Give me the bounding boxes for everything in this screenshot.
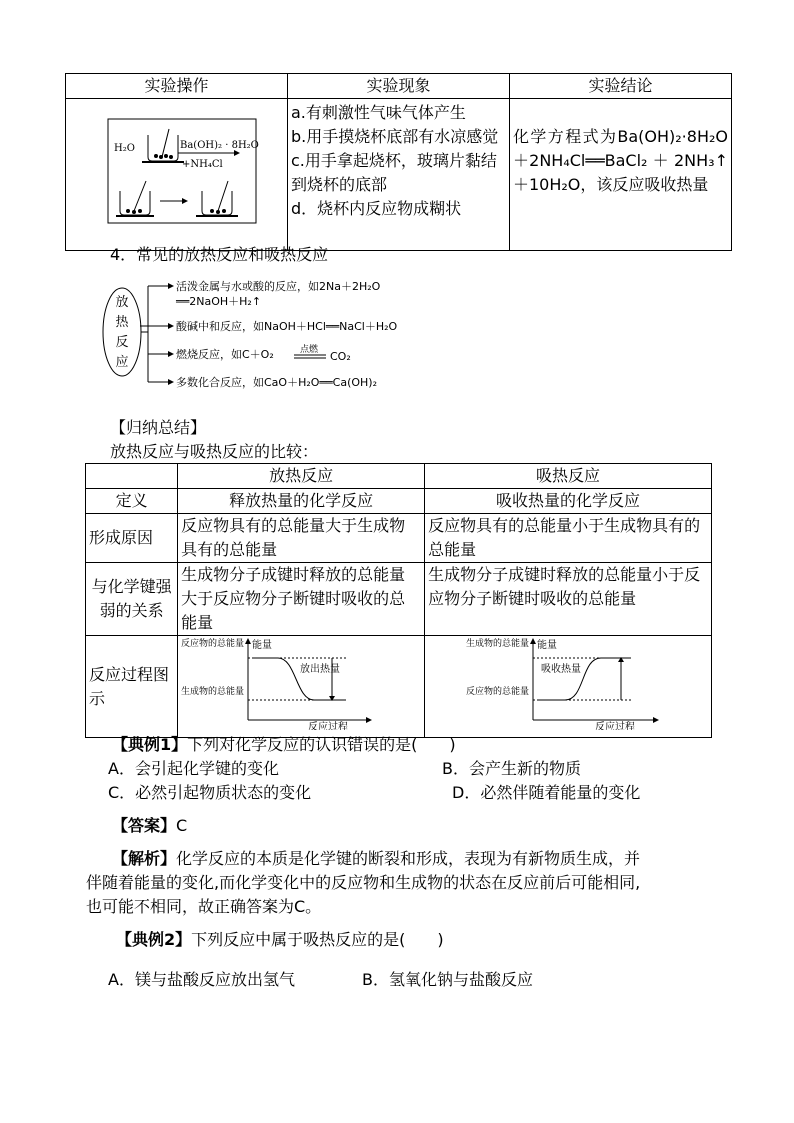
- circle-char-4: 应: [115, 355, 129, 370]
- circle-char-2: 热: [115, 315, 129, 330]
- endo-arrow-label: 吸收热量: [541, 664, 582, 675]
- analysis-tag: 【解析】: [112, 849, 177, 868]
- analysis-text-1: 化学反应的本质是化学键的断裂和形成，表现为有新物质生成，并: [176, 849, 641, 868]
- summary-intro: 放热反应与吸热反应的比较：: [110, 442, 319, 461]
- analysis-line-3: 也可能不相同，故正确答案为C。: [86, 897, 322, 916]
- item-combustion: 燃烧反应，如C＋O₂: [176, 348, 274, 361]
- analysis-line-1: [112, 847, 640, 871]
- exo-arrow-label: 放出热量: [300, 664, 341, 675]
- item-combination: 多数化合反应，如CaO＋H₂O══Ca(OH)₂: [176, 376, 378, 389]
- example2-line: [116, 928, 444, 952]
- example1-line: [112, 733, 456, 757]
- example2-question: 下列反应中属于吸热反应的是( ): [191, 930, 444, 949]
- row-graph-label: 反应过程图示: [86, 636, 178, 738]
- exothermic-energy-graph: [178, 636, 418, 730]
- exo-top-label: 反应物的总能量: [181, 639, 245, 649]
- example1-option-a: A．会引起化学键的变化: [108, 759, 279, 778]
- conclusion-cell: [510, 99, 732, 251]
- comparison-table: [85, 463, 712, 738]
- example1-tag: 【典例1】: [112, 735, 188, 754]
- row-cause-label: 形成原因: [86, 514, 178, 563]
- example1-option-c: C．必然引起物质状态的变化: [108, 783, 312, 802]
- phenomenon-a: a.有刺激性气味气体产生: [291, 103, 466, 122]
- endo-top-label: 生成物的总能量: [466, 639, 530, 649]
- item-combustion-product: CO₂: [330, 350, 351, 363]
- reagent1-label: Ba(OH)₂ · 8H₂O: [180, 140, 259, 151]
- summary-heading: 【归纳总结】: [110, 418, 207, 437]
- answer-tag: 【答案】: [112, 816, 177, 835]
- experiment-table: [65, 73, 732, 251]
- phenomenon-d: d．烧杯内反应物成糊状: [291, 199, 462, 218]
- reagent2-label: +NH₄Cl: [182, 159, 223, 170]
- header-conclusion: 实验结论: [510, 74, 732, 99]
- row-bond-endo: 生成物分子成键时释放的总能量小于反应物分子断键时吸收的总能量: [425, 563, 712, 636]
- exothermic-reaction-diagram: [100, 268, 460, 396]
- example1-question: 下列对化学反应的认识错误的是( ): [187, 735, 456, 754]
- experiment-diagram-cell: [66, 99, 288, 251]
- circle-char-1: 放: [115, 295, 129, 310]
- row-definition-endo: 吸收热量的化学反应: [425, 489, 712, 514]
- endo-y-label: 能量: [537, 640, 558, 651]
- item-metal-water-product: ══2NaOH＋H₂↑: [176, 295, 262, 308]
- answer-value: C: [176, 816, 188, 835]
- row-cause-exo: 反应物具有的总能量大于生成物具有的总能量: [178, 514, 425, 563]
- example1-answer-line: [112, 814, 187, 838]
- phenomena-cell: [288, 99, 510, 251]
- section4-title: 4．常见的放热反应和吸热反应: [110, 245, 329, 264]
- header-endothermic: 吸热反应: [425, 464, 712, 489]
- example1-option-d: D．必然伴随着能量的变化: [452, 783, 641, 802]
- phenomenon-c: c.用手拿起烧杯，玻璃片黏结到烧杯的底部: [291, 151, 497, 194]
- circle-char-3: 反: [115, 335, 129, 350]
- exo-x-label: 反应过程: [308, 722, 349, 730]
- phenomenon-b: b.用手摸烧杯底部有水凉感觉: [291, 127, 499, 146]
- item-neutralization: 酸碱中和反应，如NaOH＋HCl══NaCl＋H₂O: [176, 320, 398, 333]
- header-operation: 实验操作: [66, 74, 288, 99]
- exo-bottom-label: 生成物的总能量: [181, 687, 245, 697]
- exo-y-label: 能量: [252, 640, 273, 651]
- row-bond-label: 与化学键强弱的关系: [86, 563, 178, 636]
- corner-cell: [86, 464, 178, 489]
- item-metal-water: 活泼金属与水或酸的反应，如2Na＋2H₂O: [176, 280, 381, 293]
- water-label: H₂O: [114, 143, 135, 154]
- example2-option-b: B．氢氧化钠与盐酸反应: [362, 970, 533, 989]
- endothermic-energy-graph: [425, 636, 705, 730]
- row-definition-label: 定义: [86, 489, 178, 514]
- experiment-diagram: [66, 99, 280, 243]
- row-cause-endo: 反应物具有的总能量小于生成物具有的总能量: [425, 514, 712, 563]
- row-definition-exo: 释放热量的化学反应: [178, 489, 425, 514]
- item-combustion-condition: 点燃: [300, 345, 319, 355]
- example2-option-a: A．镁与盐酸反应放出氢气: [108, 970, 295, 989]
- conclusion-text: 化学方程式为Ba(OH)₂·8H₂O ＋2NH₄Cl══BaCl₂ ＋ 2NH₃↑＋10H₂O，该反应吸收热量: [513, 127, 728, 194]
- header-exothermic: 放热反应: [178, 464, 425, 489]
- analysis-line-2: 伴随着能量的变化,而化学变化中的反应物和生成物的状态在反应前后可能相同,: [86, 873, 641, 892]
- row-graph-endo: [425, 636, 712, 738]
- endo-x-label: 反应过程: [595, 722, 636, 730]
- row-graph-exo: [178, 636, 425, 738]
- endo-bottom-label: 反应物的总能量: [466, 687, 530, 697]
- example1-option-b: B．会产生新的物质: [442, 759, 581, 778]
- row-bond-exo: 生成物分子成键时释放的总能量大于反应物分子断键时吸收的总能量: [178, 563, 425, 636]
- example2-tag: 【典例2】: [116, 930, 192, 949]
- header-phenomenon: 实验现象: [288, 74, 510, 99]
